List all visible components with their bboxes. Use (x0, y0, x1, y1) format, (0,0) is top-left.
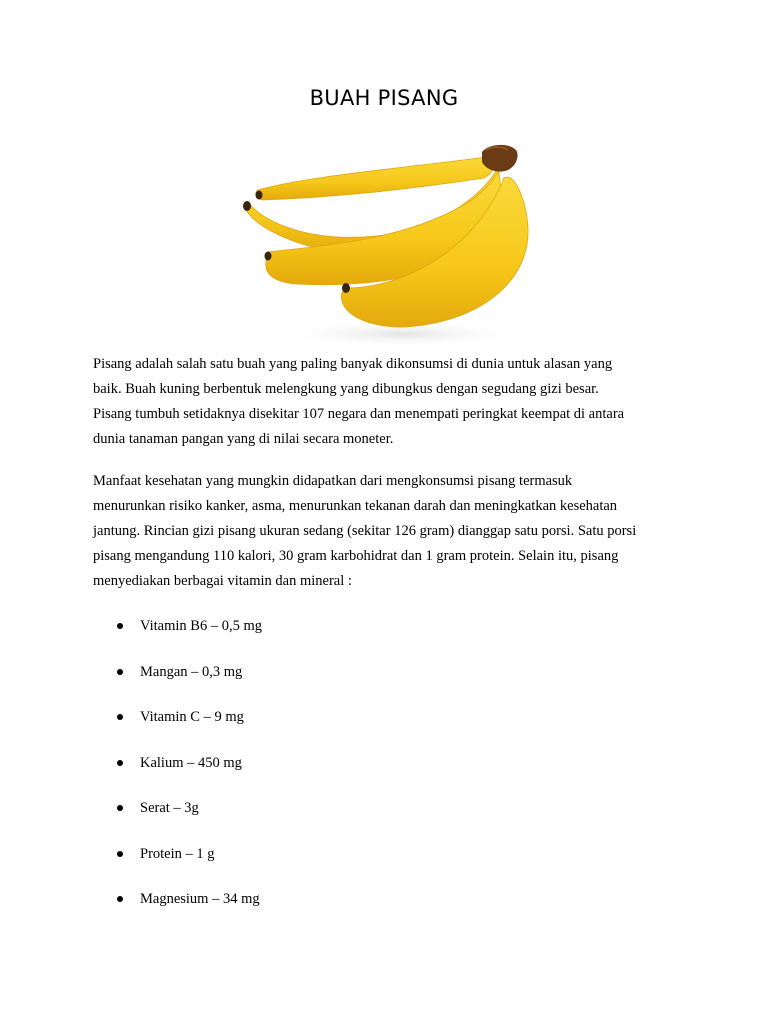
document-title: BUAH PISANG (309, 86, 459, 110)
nutrient-text: Kalium – 450 mg (140, 754, 242, 771)
text-line: jantung. Rincian gizi pisang ukuran sedang (sekitar 126 gram) dianggap satu porsi. Satu porsi (93, 523, 637, 539)
text-line: Manfaat kesehatan yang mungkin didapatkan dari mengkonsumsi pisang termasuk (93, 473, 573, 489)
bullet-icon (117, 760, 123, 766)
banana-top (256, 156, 496, 200)
text-line: baik. Buah kuning berbentuk melengkung yang dibungkus dengan segudang gizi besar. (93, 381, 599, 397)
bullet-icon (117, 851, 123, 857)
bullet-icon (117, 896, 123, 902)
bullet-icon (117, 623, 123, 629)
nutrient-text: Vitamin B6 – 0,5 mg (140, 618, 262, 634)
text-line: menurunkan risiko kanker, asma, menurunkan tekanan darah dan meningkatkan kesehatan (93, 498, 618, 514)
banana-bunch-image (236, 138, 536, 350)
nutrient-text: Protein – 1 g (140, 845, 215, 862)
text-line: dunia tanaman pangan yang di nilai secara moneter. (93, 431, 394, 447)
bullet-icon (117, 714, 123, 720)
paragraph-benefits (93, 469, 693, 594)
nutrient-text: Magnesium – 34 mg (140, 891, 260, 907)
text-line: menyediakan berbagai vitamin dan mineral : (93, 573, 352, 589)
text-line: Pisang adalah salah satu buah yang paling banyak dikonsumsi di dunia untuk alasan yang (93, 356, 613, 372)
banana-stem (482, 145, 518, 172)
nutrient-text: Serat – 3g (140, 800, 199, 816)
bullet-icon (117, 669, 123, 675)
nutrient-text: Vitamin C – 9 mg (140, 709, 244, 725)
text-line: pisang mengandung 110 kalori, 30 gram karbohidrat dan 1 gram protein. Selain itu, pisang (93, 548, 619, 564)
bullet-icon (117, 805, 123, 811)
nutrient-text: Mangan – 0,3 mg (140, 663, 243, 680)
text-line: Pisang tumbuh setidaknya disekitar 107 negara dan menempati peringkat keempat di antara (93, 406, 625, 422)
paragraph-intro (93, 352, 693, 452)
